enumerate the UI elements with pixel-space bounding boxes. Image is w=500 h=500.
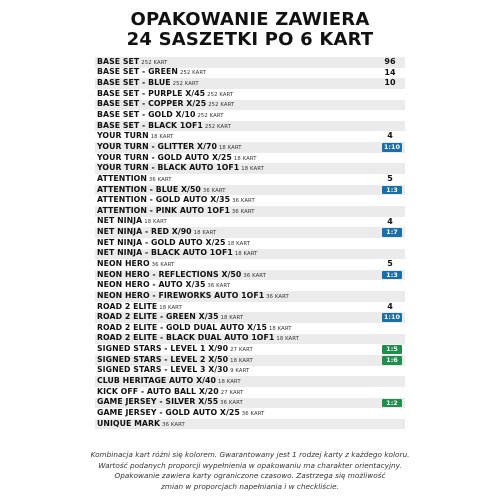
row-title: BASE SET (97, 56, 140, 66)
row-card-count: 36 KART (148, 176, 172, 183)
table-row (95, 206, 405, 217)
row-card-count: 18 KART (233, 155, 257, 162)
row-title: NET NINJA - RED X/90 (97, 227, 192, 237)
row-card-count: 252 KART (172, 81, 199, 88)
row-title: ROAD 2 ELITE - GREEN X/35 (97, 312, 219, 322)
title-line-2: 24 SASZETKI PO 6 KART (126, 29, 374, 50)
table-row (95, 227, 405, 238)
table-row (95, 174, 405, 185)
row-quantity: 14 (384, 67, 396, 77)
row-title: GAME JERSEY - GOLD AUTO X/25 (97, 407, 240, 417)
footnote (0, 450, 500, 492)
row-card-count: 18 KART (159, 304, 182, 311)
row-title: YOUR TURN - BLACK AUTO 1OF1 (97, 163, 240, 173)
row-title: BASE SET - COPPER X/25 (97, 99, 207, 109)
footnote-line-1: Kombinacja kart różni się kolorem. Gwarantowany jest 1 rodzej karty z każdego koloru. (90, 450, 410, 459)
table-row (95, 100, 405, 111)
row-card-count: 18 KART (150, 134, 174, 141)
row-title: UNIQUE MARK (97, 418, 161, 428)
row-card-count: 252 KART (204, 123, 231, 130)
table-row (95, 270, 405, 281)
table-row (95, 131, 405, 142)
row-odds-badge: 1:7 (382, 228, 402, 237)
row-card-count: 36 KART (162, 421, 185, 428)
row-title: SIGNED STARS - LEVEL 3 X/30 (97, 365, 229, 375)
table-row (95, 68, 405, 79)
row-odds-badge: 1:3 (382, 186, 402, 195)
row-name (95, 387, 243, 398)
row-card-count: 36 KART (241, 410, 265, 417)
table-row (95, 217, 405, 228)
row-card-count: 36 KART (207, 283, 231, 290)
row-title: ATTENTION (97, 173, 147, 183)
footnote-line-3: Opakowanie zawiera karty ograniczone czasowo. Zastrzega się możliwość (114, 471, 386, 480)
row-card-count: 36 KART (220, 400, 243, 407)
row-card-count: 18 KART (230, 357, 253, 364)
table-row (95, 121, 405, 132)
row-name (95, 333, 299, 344)
table-row (95, 302, 405, 313)
row-card-count: 252 KART (208, 102, 235, 109)
row-card-count: 18 KART (234, 251, 258, 258)
row-odds-badge: 1:3 (382, 271, 402, 280)
row-title: BASE SET - BLACK 1OF1 (97, 120, 203, 130)
table-row (95, 323, 405, 334)
table-row (95, 78, 405, 89)
table-row (95, 334, 405, 345)
row-card-count: 18 KART (218, 379, 241, 386)
row-quantity: 10 (384, 78, 396, 88)
row-name (95, 78, 199, 89)
footnote-line-4: zmian w proporcjach napełniania i w checkliście. (161, 481, 339, 491)
row-quantity: 4 (387, 131, 393, 141)
row-card-count: 252 KART (179, 70, 207, 77)
row-card-count: 18 KART (227, 240, 251, 247)
row-name (95, 131, 173, 142)
table-row (95, 110, 405, 121)
table-row (95, 312, 405, 323)
footnote-line-2: Wartość podanych proporcji wypełnienia w opakowaniu ma charakter orientacyjny. (98, 460, 402, 470)
row-card-count: 36 KART (151, 262, 175, 268)
row-name (95, 302, 182, 313)
row-name (95, 259, 174, 270)
row-title: ROAD 2 ELITE - BLACK DUAL AUTO 1OF1 (97, 333, 275, 343)
row-quantity: 96 (384, 57, 396, 66)
page-title (0, 10, 500, 50)
row-name (95, 365, 249, 376)
row-name (95, 142, 242, 153)
row-title: YOUR TURN - GLITTER X/70 (97, 141, 217, 151)
row-name (95, 397, 243, 408)
table-row (95, 344, 405, 355)
row-odds-badge: 1:10 (383, 143, 401, 152)
row-title: NEON HERO - FIREWORKS AUTO 1OF1 (97, 290, 265, 300)
row-name (95, 195, 255, 206)
row-name (95, 238, 250, 249)
row-card-count: 36 KART (243, 272, 267, 279)
row-card-count: 18 KART (220, 315, 244, 322)
row-card-count: 252 KART (197, 113, 224, 120)
table-row (95, 408, 405, 419)
row-odds-badge: 1:5 (382, 345, 402, 354)
row-card-count: 36 KART (266, 293, 289, 300)
table-row (95, 195, 405, 206)
row-name (95, 153, 257, 164)
table-row (95, 153, 405, 164)
row-title: ATTENTION - PINK AUTO 1OF1 (97, 205, 230, 215)
row-name (95, 408, 264, 419)
row-card-count: 9 KART (230, 368, 250, 375)
row-quantity: 4 (387, 301, 393, 311)
row-card-count: 18 KART (276, 336, 300, 343)
row-card-count: 27 KART (230, 347, 253, 354)
row-name (95, 216, 167, 227)
table-row (95, 238, 405, 249)
table-row (95, 259, 405, 270)
row-name (95, 121, 231, 132)
row-name (95, 291, 289, 302)
row-title: ROAD 2 ELITE (97, 301, 158, 311)
row-odds-badge: 1:10 (383, 313, 401, 322)
row-name (95, 110, 224, 121)
table-row (95, 387, 405, 398)
row-title: NET NINJA - BLACK AUTO 1OF1 (97, 248, 233, 258)
row-title: ATTENTION - GOLD AUTO X/35 (97, 195, 231, 205)
row-card-count: 36 KART (232, 198, 255, 205)
row-name (95, 419, 185, 430)
table-row (95, 419, 405, 430)
row-title: BASE SET - BLUE (97, 78, 171, 88)
row-title: GAME JERSEY - SILVER X/55 (97, 397, 219, 407)
row-name (95, 99, 234, 110)
row-card-count: 36 KART (202, 187, 226, 194)
row-title: KICK OFF - AUTO BALL X/20 (97, 386, 219, 396)
row-title: NET NINJA - GOLD AUTO X/25 (97, 237, 226, 247)
row-card-count: 18 KART (268, 325, 292, 332)
row-title: ROAD 2 ELITE - GOLD DUAL AUTO X/15 (97, 322, 267, 332)
row-title: NEON HERO - REFLECTIONS X/50 (97, 269, 242, 279)
row-odds-badge: 1:2 (382, 399, 402, 408)
row-name (95, 174, 172, 185)
title-line-1: OPAKOWANIE ZAWIERA (130, 9, 370, 30)
row-name (95, 227, 216, 238)
row-name (95, 67, 206, 78)
row-title: BASE SET - GOLD X/10 (97, 110, 196, 120)
row-title: CLUB HERITAGE AUTO X/40 (97, 376, 216, 386)
table-row (95, 163, 405, 174)
table-row (95, 366, 405, 377)
row-name (95, 248, 257, 259)
row-title: YOUR TURN - GOLD AUTO X/25 (97, 152, 232, 162)
table-row (95, 376, 405, 387)
row-card-count: 18 KART (241, 166, 264, 173)
row-name (95, 89, 233, 100)
table-row (95, 291, 405, 302)
row-title: NEON HERO (97, 259, 150, 268)
row-card-count: 18 KART (144, 219, 167, 226)
row-title: NEON HERO - AUTO X/35 (97, 280, 206, 290)
row-name (95, 185, 226, 196)
row-name (95, 344, 253, 355)
row-odds-badge: 1:6 (382, 356, 402, 365)
row-card-count: 252 KART (207, 91, 234, 98)
table-row (95, 398, 405, 409)
row-title: ATTENTION - BLUE X/50 (97, 184, 201, 194)
row-name (95, 163, 264, 174)
row-title: BASE SET - GREEN (97, 67, 178, 77)
row-quantity: 5 (387, 259, 393, 269)
row-quantity: 4 (387, 216, 393, 226)
row-quantity: 5 (387, 174, 393, 184)
table-row (95, 89, 405, 100)
contents-table (95, 57, 405, 429)
row-card-count: 18 KART (193, 230, 217, 237)
row-name (95, 270, 266, 281)
row-name (95, 57, 167, 68)
table-row (95, 185, 405, 196)
row-name (95, 312, 243, 323)
table-row (95, 249, 405, 260)
row-name (95, 206, 255, 217)
table-row (95, 57, 405, 68)
row-title: BASE SET - PURPLE X/45 (97, 88, 206, 98)
table-row (95, 142, 405, 153)
row-name (95, 323, 292, 334)
row-title: SIGNED STARS - LEVEL 2 X/50 (97, 354, 229, 364)
row-name (95, 376, 241, 387)
row-title: SIGNED STARS - LEVEL 1 X/90 (97, 344, 229, 354)
table-row (95, 280, 405, 291)
row-title: NET NINJA (97, 216, 143, 226)
row-card-count: 27 KART (220, 389, 244, 396)
row-card-count: 252 KART (141, 59, 168, 66)
row-name (95, 280, 230, 291)
table-row (95, 355, 405, 366)
row-card-count: 18 KART (218, 144, 242, 151)
row-name (95, 355, 253, 366)
row-card-count: 36 KART (231, 208, 255, 215)
row-title: YOUR TURN (97, 131, 149, 141)
